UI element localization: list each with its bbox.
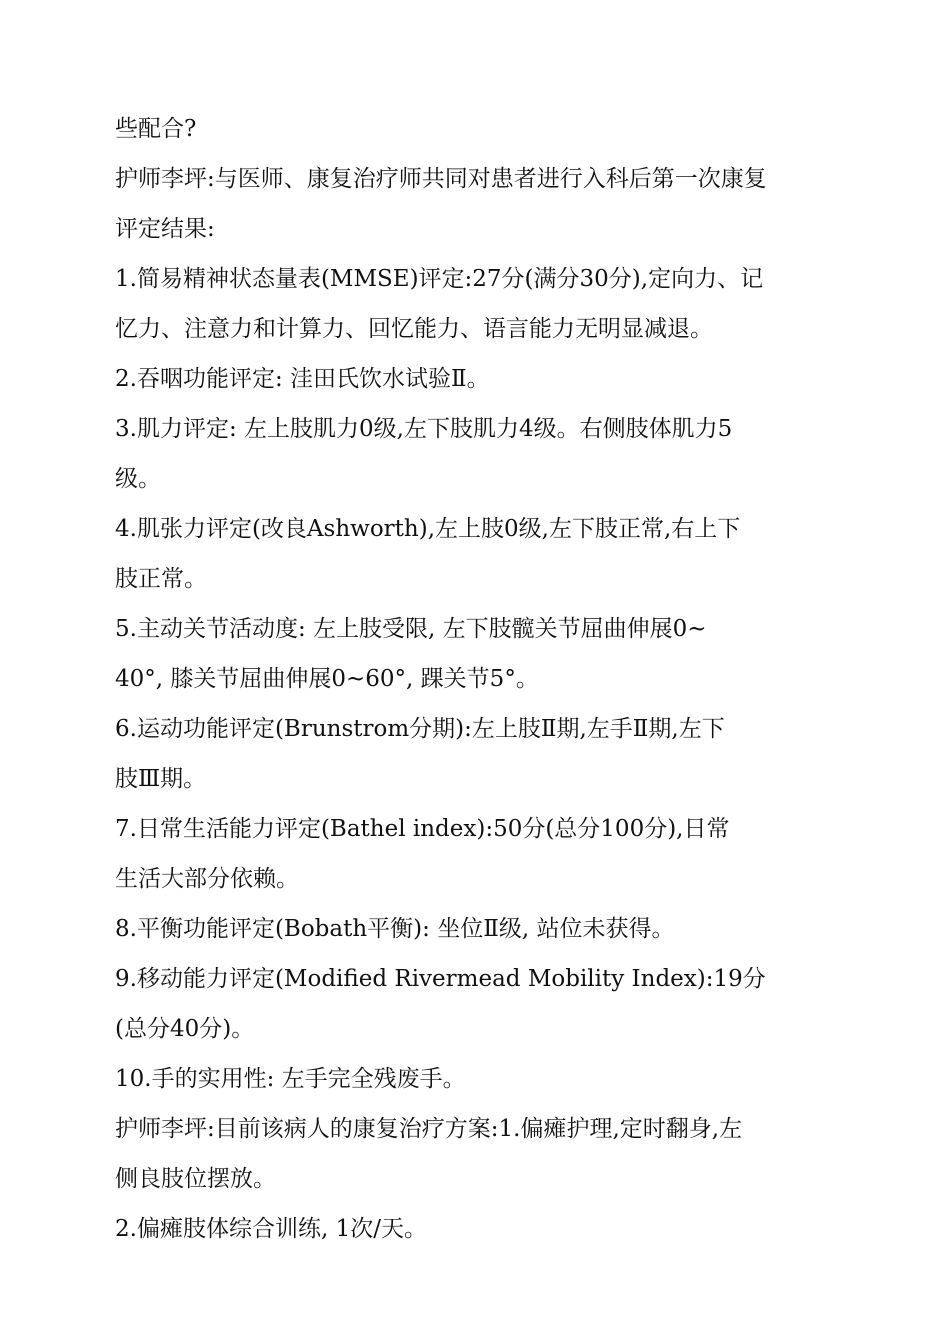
- text-line: 2.偏瘫肢体综合训练, 1次/天。: [115, 1216, 427, 1242]
- text-line: 1.简易精神状态量表(MMSE)评定:27分(满分30分),定向力、记: [115, 266, 764, 292]
- text-line: 评定结果:: [115, 216, 215, 242]
- text-line: 40°, 膝关节屈曲伸展0~60°, 踝关节5°。: [115, 666, 539, 692]
- text-line: 5.主动关节活动度: 左上肢受限, 左下肢髋关节屈曲伸展0~: [115, 616, 707, 642]
- text-line: 10.手的实用性: 左手完全残废手。: [115, 1066, 466, 1092]
- text-line: 3.肌力评定: 左上肢肌力0级,左下肢肌力4级。右侧肢体肌力5: [115, 416, 733, 442]
- text-line: 护师李坪:目前该病人的康复治疗方案:1.偏瘫护理,定时翻身,左: [115, 1116, 743, 1142]
- text-line: 9.移动能力评定(Modified Rivermead Mobility Index):19分: [115, 966, 766, 992]
- text-line: (总分40分)。: [115, 1016, 255, 1042]
- document-body: [115, 104, 840, 1254]
- text-line: 生活大部分依赖。: [115, 866, 299, 892]
- text-line: 忆力、注意力和计算力、回忆能力、语言能力无明显减退。: [115, 316, 713, 342]
- text-line: 肢Ⅲ期。: [115, 766, 207, 792]
- text-line: 2.吞咽功能评定: 洼田氏饮水试验Ⅱ。: [115, 366, 490, 392]
- text-line: 4.肌张力评定(改良Ashworth),左上肢0级,左下肢正常,右上下: [115, 516, 741, 542]
- text-line: 护师李坪:与医师、康复治疗师共同对患者进行入科后第一次康复: [115, 166, 767, 192]
- text-line: 8.平衡功能评定(Bobath平衡): 坐位Ⅱ级, 站位未获得。: [115, 916, 675, 942]
- text-line: 侧良肢位摆放。: [115, 1166, 276, 1192]
- text-line: 肢正常。: [115, 566, 207, 592]
- text-line: 些配合?: [115, 116, 197, 142]
- text-line: 6.运动功能评定(Brunstrom分期):左上肢Ⅱ期,左手Ⅱ期,左下: [115, 716, 725, 742]
- text-line: 7.日常生活能力评定(Bathel index):50分(总分100分),日常: [115, 816, 730, 842]
- text-line: 级。: [115, 466, 161, 492]
